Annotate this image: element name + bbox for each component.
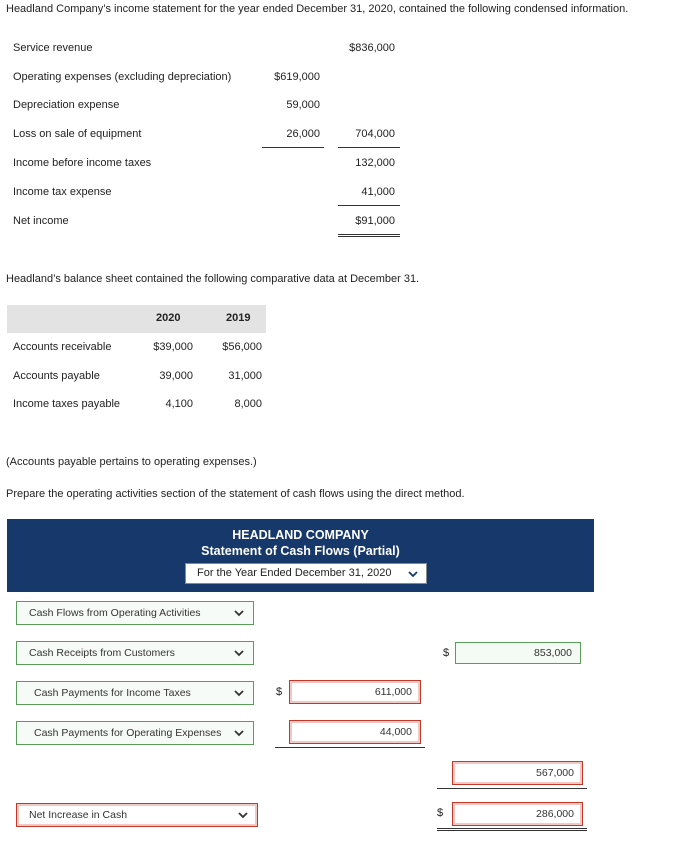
statement-title: Statement of Cash Flows (Partial) bbox=[201, 544, 400, 558]
bs-header-2020: 2020 bbox=[156, 312, 181, 324]
net-dollar: $ bbox=[437, 807, 444, 819]
net-select[interactable] bbox=[16, 803, 258, 827]
receipts-amount-value: 853,000 bbox=[534, 647, 572, 659]
balance-intro: Headland’s balance sheet contained the following comparative data at December 31. bbox=[6, 273, 420, 285]
taxes-dollar: $ bbox=[276, 686, 283, 698]
receipts-amount-input[interactable] bbox=[455, 642, 581, 664]
section-select-value: Cash Flows from Operating Activities bbox=[29, 607, 201, 619]
is-loss-value: 26,000 bbox=[286, 128, 320, 140]
subtotal-amount-value: 567,000 bbox=[536, 767, 574, 779]
receipts-select-value: Cash Receipts from Customers bbox=[29, 647, 175, 659]
bs-itp-2019: 8,000 bbox=[234, 398, 262, 410]
chevron-down-icon bbox=[233, 687, 245, 699]
is-label-net: Net income bbox=[13, 215, 69, 227]
is-label-opex: Operating expenses (excluding depreciation) bbox=[13, 71, 232, 83]
chevron-down-icon bbox=[237, 809, 249, 821]
net-select-value: Net Increase in Cash bbox=[29, 809, 128, 821]
bs-label-ar: Accounts receivable bbox=[13, 341, 112, 353]
net-amount-input[interactable] bbox=[452, 802, 583, 826]
is-opex-value: $619,000 bbox=[274, 71, 320, 83]
subtotal-underline bbox=[437, 788, 587, 789]
bs-itp-2020: 4,100 bbox=[165, 398, 193, 410]
company-name: HEADLAND COMPANY bbox=[232, 528, 369, 542]
period-select-value: For the Year Ended December 31, 2020 bbox=[197, 567, 392, 579]
bs-ap-2020: 39,000 bbox=[159, 370, 193, 382]
opex-select-value: Cash Payments for Operating Expenses bbox=[34, 727, 222, 739]
is-label-ibt: Income before income taxes bbox=[13, 157, 152, 169]
net-amount-value: 286,000 bbox=[536, 808, 574, 820]
taxes-amount-value: 611,000 bbox=[374, 686, 412, 698]
bs-label-itp: Income taxes payable bbox=[13, 398, 121, 410]
bs-header-2019: 2019 bbox=[226, 312, 251, 324]
chevron-down-icon bbox=[233, 727, 245, 739]
note-text: (Accounts payable pertains to operating expenses.) bbox=[6, 456, 257, 468]
section-select[interactable] bbox=[16, 601, 254, 625]
is-tax-value: 41,000 bbox=[361, 186, 395, 198]
receipts-select[interactable] bbox=[16, 641, 254, 665]
is-label-depreciation: Depreciation expense bbox=[13, 99, 120, 111]
is-label-revenue: Service revenue bbox=[13, 42, 93, 54]
taxes-select-value: Cash Payments for Income Taxes bbox=[34, 687, 191, 699]
opex-underline bbox=[275, 747, 425, 748]
taxes-select[interactable] bbox=[16, 681, 254, 705]
is-underline-col1 bbox=[262, 147, 324, 148]
bs-label-ap: Accounts payable bbox=[13, 370, 100, 382]
taxes-amount-input[interactable] bbox=[289, 680, 421, 704]
opex-select[interactable] bbox=[16, 721, 254, 745]
is-net-value: $91,000 bbox=[355, 215, 395, 227]
bs-ar-2020: $39,000 bbox=[153, 341, 193, 353]
is-underline-tax bbox=[338, 205, 400, 206]
bs-ar-2019: $56,000 bbox=[222, 341, 262, 353]
is-depreciation-value: 59,000 bbox=[286, 99, 320, 111]
opex-amount-input[interactable] bbox=[289, 720, 421, 744]
chevron-down-icon bbox=[233, 607, 245, 619]
cash-flow-header bbox=[7, 519, 594, 592]
chevron-down-icon bbox=[407, 568, 419, 580]
subtotal-amount-input[interactable] bbox=[452, 761, 583, 785]
instruction-text: Prepare the operating activities section of the statement of cash flows using the direct method. bbox=[6, 488, 465, 500]
is-underline-col2 bbox=[338, 147, 400, 148]
is-double-underline bbox=[338, 234, 400, 237]
period-select[interactable] bbox=[185, 563, 427, 584]
is-total-expenses-value: 704,000 bbox=[355, 128, 395, 140]
chevron-down-icon bbox=[233, 647, 245, 659]
opex-amount-value: 44,000 bbox=[379, 726, 412, 738]
is-ibt-value: 132,000 bbox=[355, 157, 395, 169]
net-double-underline bbox=[437, 828, 587, 831]
intro-text: Headland Company’s income statement for the year ended December 31, 2020, contained the following condensed information. bbox=[6, 3, 629, 15]
bs-ap-2019: 31,000 bbox=[228, 370, 262, 382]
is-revenue-value: $836,000 bbox=[349, 42, 395, 54]
receipts-dollar: $ bbox=[443, 647, 450, 659]
is-label-tax: Income tax expense bbox=[13, 186, 112, 198]
is-label-loss: Loss on sale of equipment bbox=[13, 128, 142, 140]
